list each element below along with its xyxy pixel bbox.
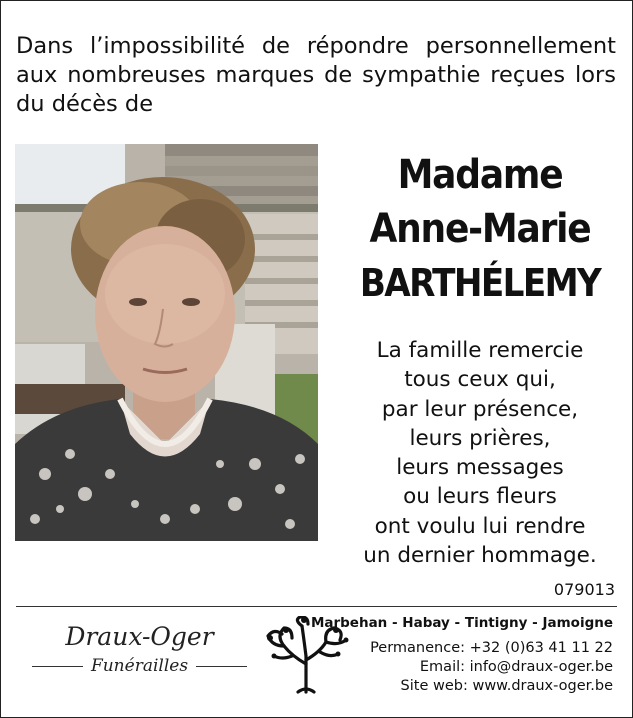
footer-divider bbox=[16, 606, 617, 607]
funeral-home-name: Draux-Oger bbox=[65, 622, 214, 651]
intro-text: Dans l’impossibilité de répondre personnellement aux nombreuses marques de sympathie reçues lors du décès de bbox=[16, 33, 616, 117]
portrait-photo bbox=[15, 144, 318, 541]
thanks-line: La famille remercie bbox=[376, 338, 584, 363]
deceased-name bbox=[330, 148, 630, 310]
email-line: Email: info@draux-oger.be bbox=[419, 659, 613, 675]
phone-line: Permanence: +32 (0)63 41 11 22 bbox=[370, 640, 613, 656]
reference-number: 079013 bbox=[553, 580, 615, 599]
deceased-title: Madame bbox=[397, 152, 563, 198]
brand-rule-left bbox=[32, 666, 83, 667]
thanks-line: leurs messages bbox=[396, 455, 564, 481]
thanks-line: par leur présence, bbox=[381, 396, 579, 422]
deceased-first-name: Anne-Marie bbox=[369, 206, 591, 252]
website-line: Site web: www.draux-oger.be bbox=[400, 678, 613, 694]
funeral-home-brand bbox=[32, 622, 247, 676]
funeral-home-locations: Marbehan - Habay - Tintigny - Jamoigne bbox=[310, 615, 613, 631]
thanks-line: leurs prières, bbox=[409, 425, 551, 451]
thanks-line: ou leurs fleurs bbox=[403, 484, 557, 510]
thanks-message bbox=[330, 336, 630, 570]
funeral-home-contact bbox=[311, 614, 613, 696]
thanks-line: un dernier hommage. bbox=[363, 543, 597, 569]
portrait-illustration bbox=[15, 144, 318, 541]
brand-subtitle-row bbox=[32, 656, 247, 676]
deceased-last-name: BARTHÉLEMY bbox=[359, 261, 601, 305]
thanks-line: ont voulu lui rendre bbox=[374, 513, 586, 539]
funeral-home-subtitle: Funérailles bbox=[90, 656, 189, 676]
thanks-line: tous ceux qui, bbox=[404, 367, 556, 393]
brand-rule-right bbox=[196, 666, 247, 667]
